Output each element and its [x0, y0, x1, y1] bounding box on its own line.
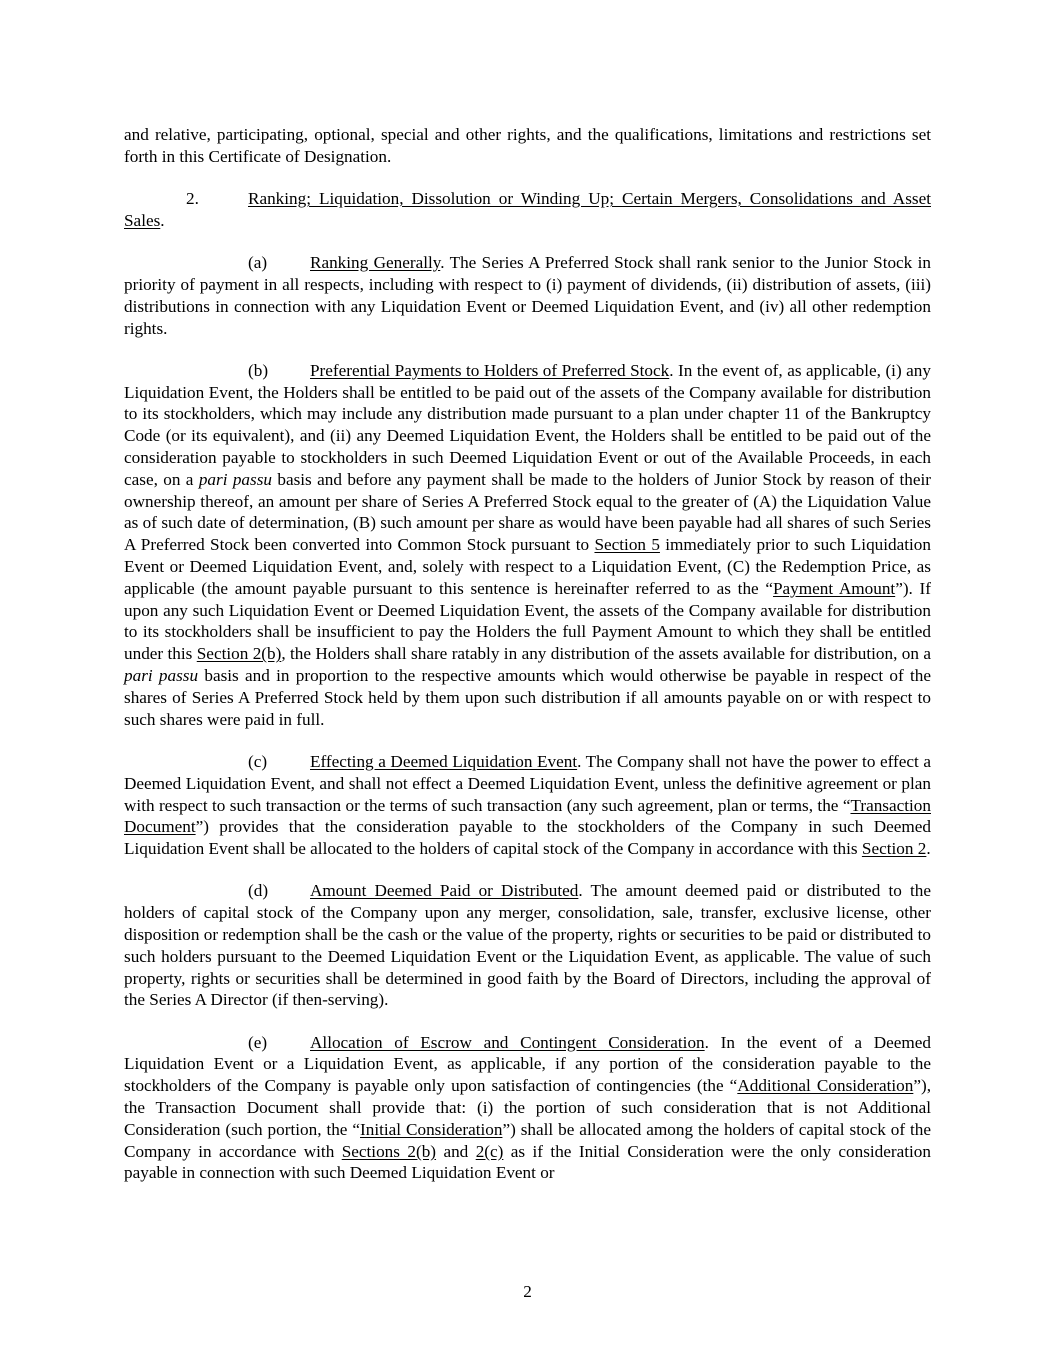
paragraph-b: (b) Preferential Payments to Holders of Preferred Stock. In the event of, as applicable, (i) any Liquidation Event, the Holders shall be entitled to be paid out of the assets of the Company available for distribution to its stockholders, which may include any distribution made pursuant to a plan under chapter 11 of the Bankruptcy Code (or its equivalent), and (ii) any Deemed Liquidation Event, the Holders shall be entitled to be paid out of the consideration payable to stockholders in such Deemed Liquidation Event or out of the Available Proceeds, in each case, on a pari passu basis and before any payment shall be made to the holders of Junior Stock by reason of their ownership thereof, an amount per share of Series A Preferred Stock equal to the greater of (A) the Liquidation Value as of such date of determination, (B) such amount per share as would have been payable had all shares of such Series A Preferred Stock been converted into Common Stock pursuant to Section 5 immediately prior to such Liquidation Event or Deemed Liquidation Event, and, solely with respect to a Liquidation Event, (C) the Redemption Price, as applicable (the amount payable pursuant to this sentence is hereinafter referred to as the “Payment Amount”). If upon any such Liquidation Event or Deemed Liquidation Event, the assets of the Company available for distribution to its stockholders shall be insufficient to pay the Holders the full Payment Amount to which they shall be entitled under this Section 2(b), the Holders shall share ratably in any distribution of the assets available for distribution, on a pari passu basis and in proportion to the respective amounts which would otherwise be payable in respect of the shares of Series A Preferred Stock held by them upon such distribution if all amounts payable on or with respect to such shares were paid in full.: [124, 360, 932, 729]
section-reference: Section 2(b): [196, 644, 282, 664]
paragraph-heading: Amount Deemed Paid or Distributed: [310, 881, 579, 901]
paragraph-label: (b): [248, 360, 269, 380]
intro-paragraph: and relative, participating, optional, special and other rights, and the qualifications, limitations and restrictions set forth in this Certificate of Designation.: [124, 125, 931, 166]
paragraph-label: (a): [248, 253, 268, 273]
section-reference: 2(c): [475, 1141, 504, 1161]
paragraph-label: (c): [248, 751, 268, 771]
latin-term: pari passu: [124, 666, 199, 686]
defined-term: Initial Consideration: [360, 1119, 503, 1139]
section-2-heading: 2. Ranking; Liquidation, Dissolution or Winding Up; Certain Mergers, Consolidations and Asset Sales.: [124, 189, 931, 230]
paragraph-heading: Allocation of Escrow and Contingent Consideration: [310, 1032, 705, 1052]
section-reference: Section 5: [594, 535, 660, 555]
paragraph-heading: Effecting a Deemed Liquidation Event: [310, 751, 578, 771]
section-reference: Section 2: [861, 839, 927, 859]
paragraph-c: (c) Effecting a Deemed Liquidation Event. The Company shall not have the power to effect a Deemed Liquidation Event, and shall not effect a Deemed Liquidation Event, unless the definitive agreement or plan with respect to such transaction or the terms of such transaction (any such agreement, plan or terms, the “Transaction Document”) provides that the consideration payable to the stockholders of the Company in such Deemed Liquidation Event shall be allocated to the holders of capital stock of the Company in accordance with this Section 2.: [124, 751, 931, 859]
paragraph-label: (d): [248, 881, 269, 901]
paragraph-a: (a) Ranking Generally. The Series A Preferred Stock shall rank senior to the Junior Stock in priority of payment in all respects, including with respect to (i) payment of dividends, (ii) distribution of assets, (iii) distributions in connection with any Liquidation Event or Deemed Liquidation Event, and (iv) all other redemption rights.: [124, 253, 932, 338]
defined-term: Additional Consideration: [737, 1076, 914, 1096]
page-number: 2: [523, 1282, 532, 1301]
section-title: Ranking; Liquidation, Dissolution or Winding Up; Certain Mergers, Consolidations and Asset Sales: [124, 189, 931, 230]
section-reference: Sections 2(b): [341, 1141, 437, 1161]
defined-term: Payment Amount: [772, 578, 896, 598]
defined-term: Transaction Document: [124, 795, 931, 837]
paragraph-e: (e) Allocation of Escrow and Contingent Consideration. In the event of a Deemed Liquidation Event or a Liquidation Event, as applicable, if any portion of the consideration payable to the stockholders of the Company is payable only upon satisfaction of contingencies (the “Additional Consideration”), the Transaction Document shall provide that: (i) the portion of such consideration that is not Additional Consideration (such portion, the “Initial Consideration”) shall be allocated among the holders of capital stock of the Company in accordance with Sections 2(b) and 2(c) as if the Initial Consideration were the only consideration payable in connection with such Deemed Liquidation Event or: [124, 1032, 931, 1183]
paragraph-heading: Ranking Generally: [310, 253, 441, 273]
paragraph-label: (e): [248, 1032, 268, 1052]
latin-term: pari passu: [198, 469, 272, 489]
section-number: 2.: [186, 189, 199, 209]
paragraph-heading: Preferential Payments to Holders of Preferred Stock: [310, 360, 670, 380]
paragraph-d: (d) Amount Deemed Paid or Distributed. The amount deemed paid or distributed to the holders of capital stock of the Company upon any merger, consolidation, sale, transfer, exclusive license, other disposition or redemption shall be the cash or the value of the property, rights or securities to be paid or distributed to such holders pursuant to the Deemed Liquidation Event or the Liquidation Event, as applicable. The value of such property, rights or securities shall be determined in good faith by the Board of Directors, including the approval of the Series A Director (if then-serving).: [124, 881, 931, 1010]
document-body: [124, 124, 931, 1205]
